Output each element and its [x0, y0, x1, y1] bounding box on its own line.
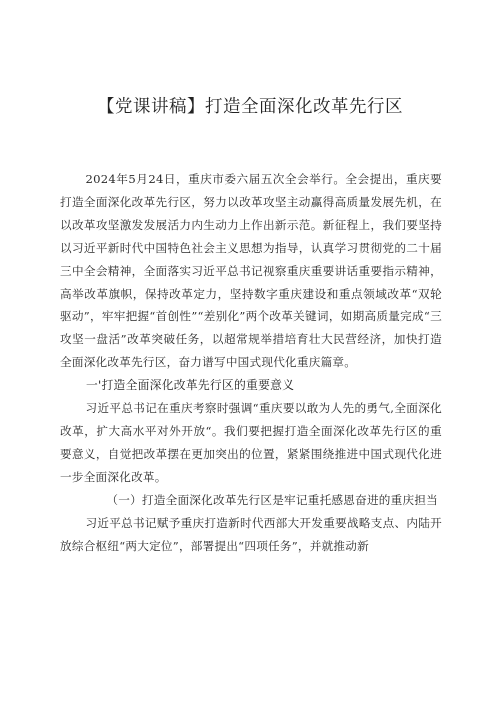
paragraph-intro: 2024年5月24日，重庆市委六届五次全会举行。全会提出，重庆要打造全面深化改革先行区，努力以改革攻坚主动赢得高质量发展先机，在以改革攻坚激发发展活力内生动力上作出新示范。新征程上，我们要坚持以习近平新时代中国特色社会主义思想为指导，认真学习贯彻党的二十届三中全会精神，全面落实习近平总书记视察重庆重要讲话重要指示精神，高举改革旗帜，保持改革定力，坚持数字重庆建设和重点领域改革“双轮驱动”，牢牢把握“首创性”“差别化”两个改革关键词，如期高质量完成“三攻坚一盘活”改革突破任务，以超常规举措培育壮大民营经济，加快打造全面深化改革先行区，奋力谱写中国式现代化重庆篇章。 [60, 172, 442, 370]
document-title: 【党课讲稿】打造全面深化改革先行区 [97, 97, 403, 117]
section-heading-1: 一'打造全面深化改革先行区的重要意义 [85, 378, 295, 393]
paragraph-subsection-1: 习近平总书记赋予重庆打造新时代西部大开发重要战略支点、内陆开放综合枢纽“两大定位”，部署提出“四项任务”，并就推动新 [60, 515, 442, 553]
paragraph-section-1: 习近平总书记在重庆考察时强调“重庆要以敢为人先的勇气,全面深化改革，扩大高水平对外开放“。我们要把握打造全面深化改革先行区的重要意义，自觉把改革摆在更加突出的位置，紧紧围绕推进中国式现代化进一步全面深化改革。 [60, 401, 442, 484]
subsection-heading-1: （一）打造全面深化改革先行区是牢记重托感恩奋进的重庆担当 [106, 492, 439, 507]
document-body [60, 168, 442, 557]
